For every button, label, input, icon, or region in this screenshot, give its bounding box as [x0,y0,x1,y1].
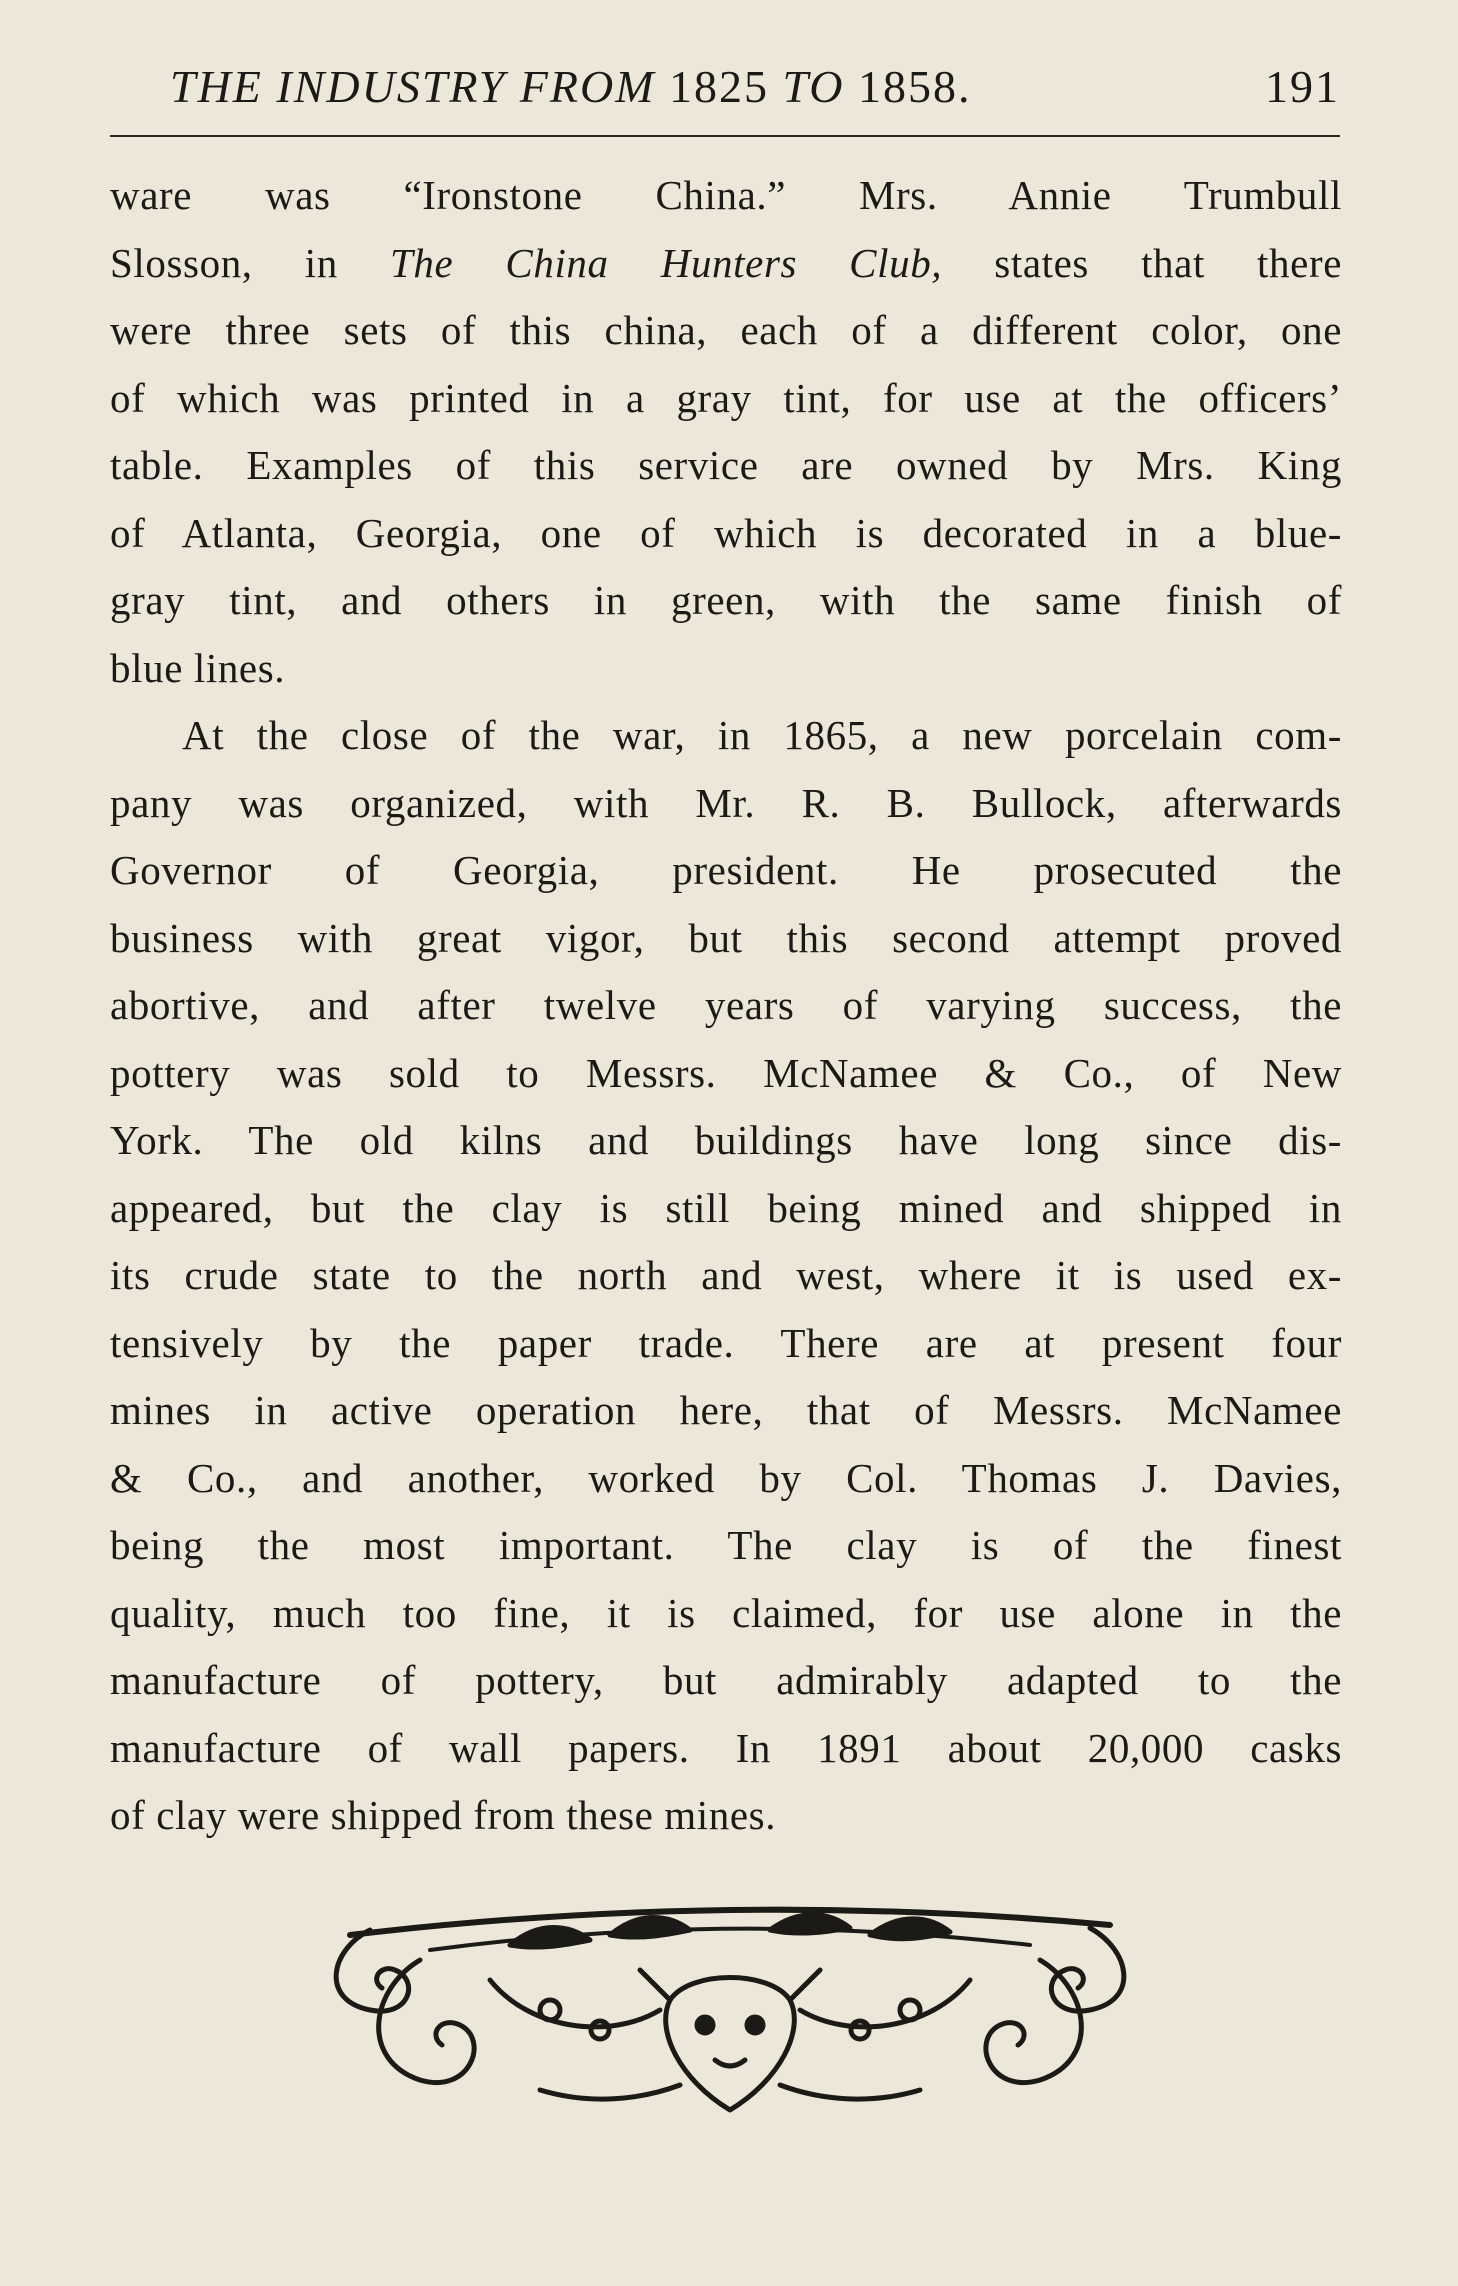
body-text [110,162,1342,1850]
text-line: & Co., and another, worked by Col. Thomas J. Davies, [110,1454,1342,1501]
text-line: York. The old kilns and buildings have long since dis- [110,1117,1342,1163]
running-head-title-part-3: TO [782,61,845,112]
text-line: ware was “Ironstone China.” Mrs. Annie Trumbull [110,172,1342,218]
running-head-title-part-4: 1858. [844,61,972,112]
text-line: manufacture of pottery, but admirably adapted to the [110,1657,1342,1703]
text-line: manufacture of wall papers. In 1891 about 20,000 casks [110,1724,1342,1771]
text-line: of Atlanta, Georgia, one of which is decorated in a blue- [110,509,1342,556]
running-head-title [170,52,972,122]
text-line: Governor of Georgia, president. He prosecuted the [110,847,1342,893]
text-line: Slosson, in The China Hunters Club, states that there [110,239,1343,286]
text-line: tensively by the paper trade. There are at present four [110,1319,1342,1366]
paragraph-1 [110,162,1342,702]
text-line: its crude state to the north and west, where it is used ex- [110,1252,1342,1298]
text-line: abortive, and after twelve years of varying success, the [110,982,1342,1028]
text-line: of clay were shipped from these mines. [110,1792,777,1838]
paragraph-2 [110,702,1342,1850]
text-line: pottery was sold to Messrs. McNamee & Co., of New [110,1049,1342,1096]
running-head-title-part-2: 1825 [655,61,783,112]
page-number: 191 [1265,61,1340,112]
text-line: appeared, but the clay is still being mined and shipped in [110,1184,1342,1231]
decorative-tailpiece-ornament [310,1890,1150,2130]
text-line: table. Examples of this service are owned by Mrs. King [110,442,1342,488]
header-rule [110,135,1340,137]
text-line: At the close of the war, in 1865, a new porcelain com- [182,712,1342,758]
running-head-title-part-1: THE INDUSTRY FROM [170,61,656,112]
text-line: being the most important. The clay is of the finest [110,1522,1342,1568]
text-line: pany was organized, with Mr. R. B. Bullock, afterwards [110,779,1342,826]
running-head [110,52,1340,122]
text-line: business with great vigor, but this second attempt proved [110,914,1342,961]
text-line: gray tint, and others in green, with the same finish of [110,577,1342,623]
text-line: of which was printed in a gray tint, for use at the officers’ [110,374,1342,421]
text-line: blue lines. [110,644,286,691]
text-line: were three sets of this china, each of a different color, one [110,307,1342,353]
text-line: mines in active operation here, that of Messrs. McNamee [110,1387,1342,1433]
text-line: quality, much too fine, it is claimed, for use alone in the [110,1589,1342,1636]
